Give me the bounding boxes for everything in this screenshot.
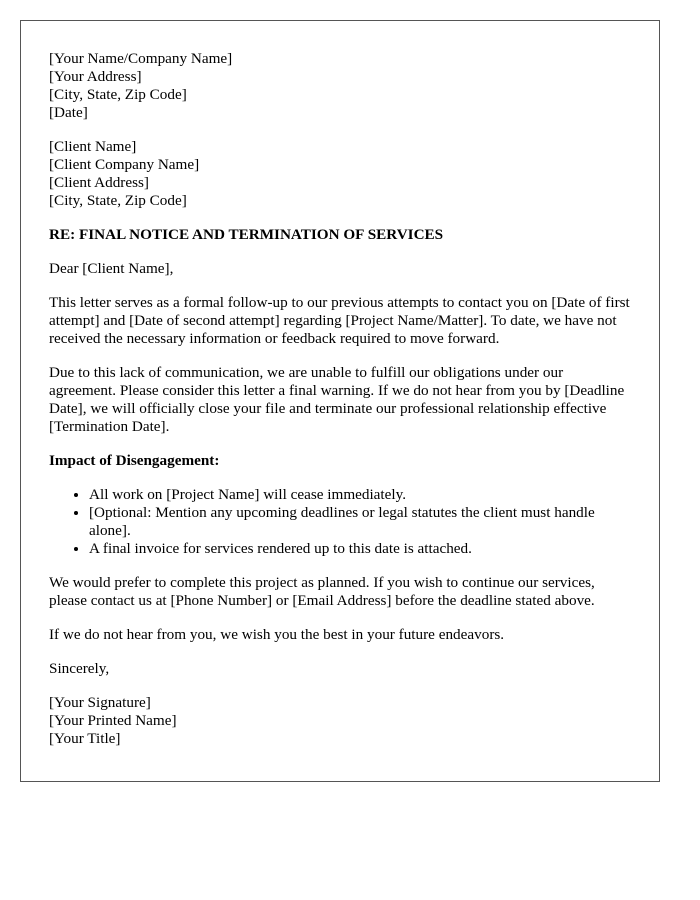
closing-paragraph-2: If we do not hear from you, we wish you the best in your future endeavors. — [49, 626, 505, 643]
closing-paragraph-1: We would prefer to complete this project as planned. If you wish to continue our services, please contact us at [Phone Number] or [Email Address] before the deadline stated above. — [49, 574, 595, 609]
impact-heading: Impact of Disengagement: — [49, 452, 220, 469]
signer-title: [Your Title] — [49, 730, 121, 747]
list-item: • All work on [Project Name] will cease immediately. — [89, 486, 631, 504]
letter-document — [20, 20, 660, 782]
recipient-name: [Client Name] — [49, 138, 137, 155]
recipient-city-state-zip: [City, State, Zip Code] — [49, 192, 187, 209]
recipient-address-block — [49, 138, 631, 210]
body-paragraph-2: Due to this lack of communication, we are unable to fulfill our obligations under our agreement. Please consider this letter a final warning. If we do not hear from you by [Deadline Date], we will officially close your file and terminate our professional relationship effective [Termination Date]. — [49, 364, 625, 435]
signature-placeholder: [Your Signature] — [49, 694, 151, 711]
sender-address: [Your Address] — [49, 68, 142, 85]
salutation: Dear [Client Name], — [49, 260, 174, 277]
sender-city-state-zip: [City, State, Zip Code] — [49, 86, 187, 103]
sender-address-block — [49, 50, 631, 122]
impact-list — [49, 486, 631, 558]
list-item: • A final invoice for services rendered up to this date is attached. — [89, 540, 631, 558]
printed-name: [Your Printed Name] — [49, 712, 177, 729]
recipient-company: [Client Company Name] — [49, 156, 200, 173]
body-paragraph-1: This letter serves as a formal follow-up to our previous attempts to contact you on [Date of first attempt] and [Date of second attempt] regarding [Project Name/Matter]. To date, we have not received the necessary information or feedback required to move forward. — [49, 294, 630, 347]
letter-date: [Date] — [49, 104, 88, 121]
list-item: • [Optional: Mention any upcoming deadlines or legal statutes the client must handle alone]. — [89, 504, 631, 540]
sender-name: [Your Name/Company Name] — [49, 50, 233, 67]
signoff: Sincerely, — [49, 660, 110, 677]
signature-block — [49, 694, 631, 748]
subject-line: RE: FINAL NOTICE AND TERMINATION OF SERVICES — [49, 226, 444, 243]
recipient-address: [Client Address] — [49, 174, 149, 191]
